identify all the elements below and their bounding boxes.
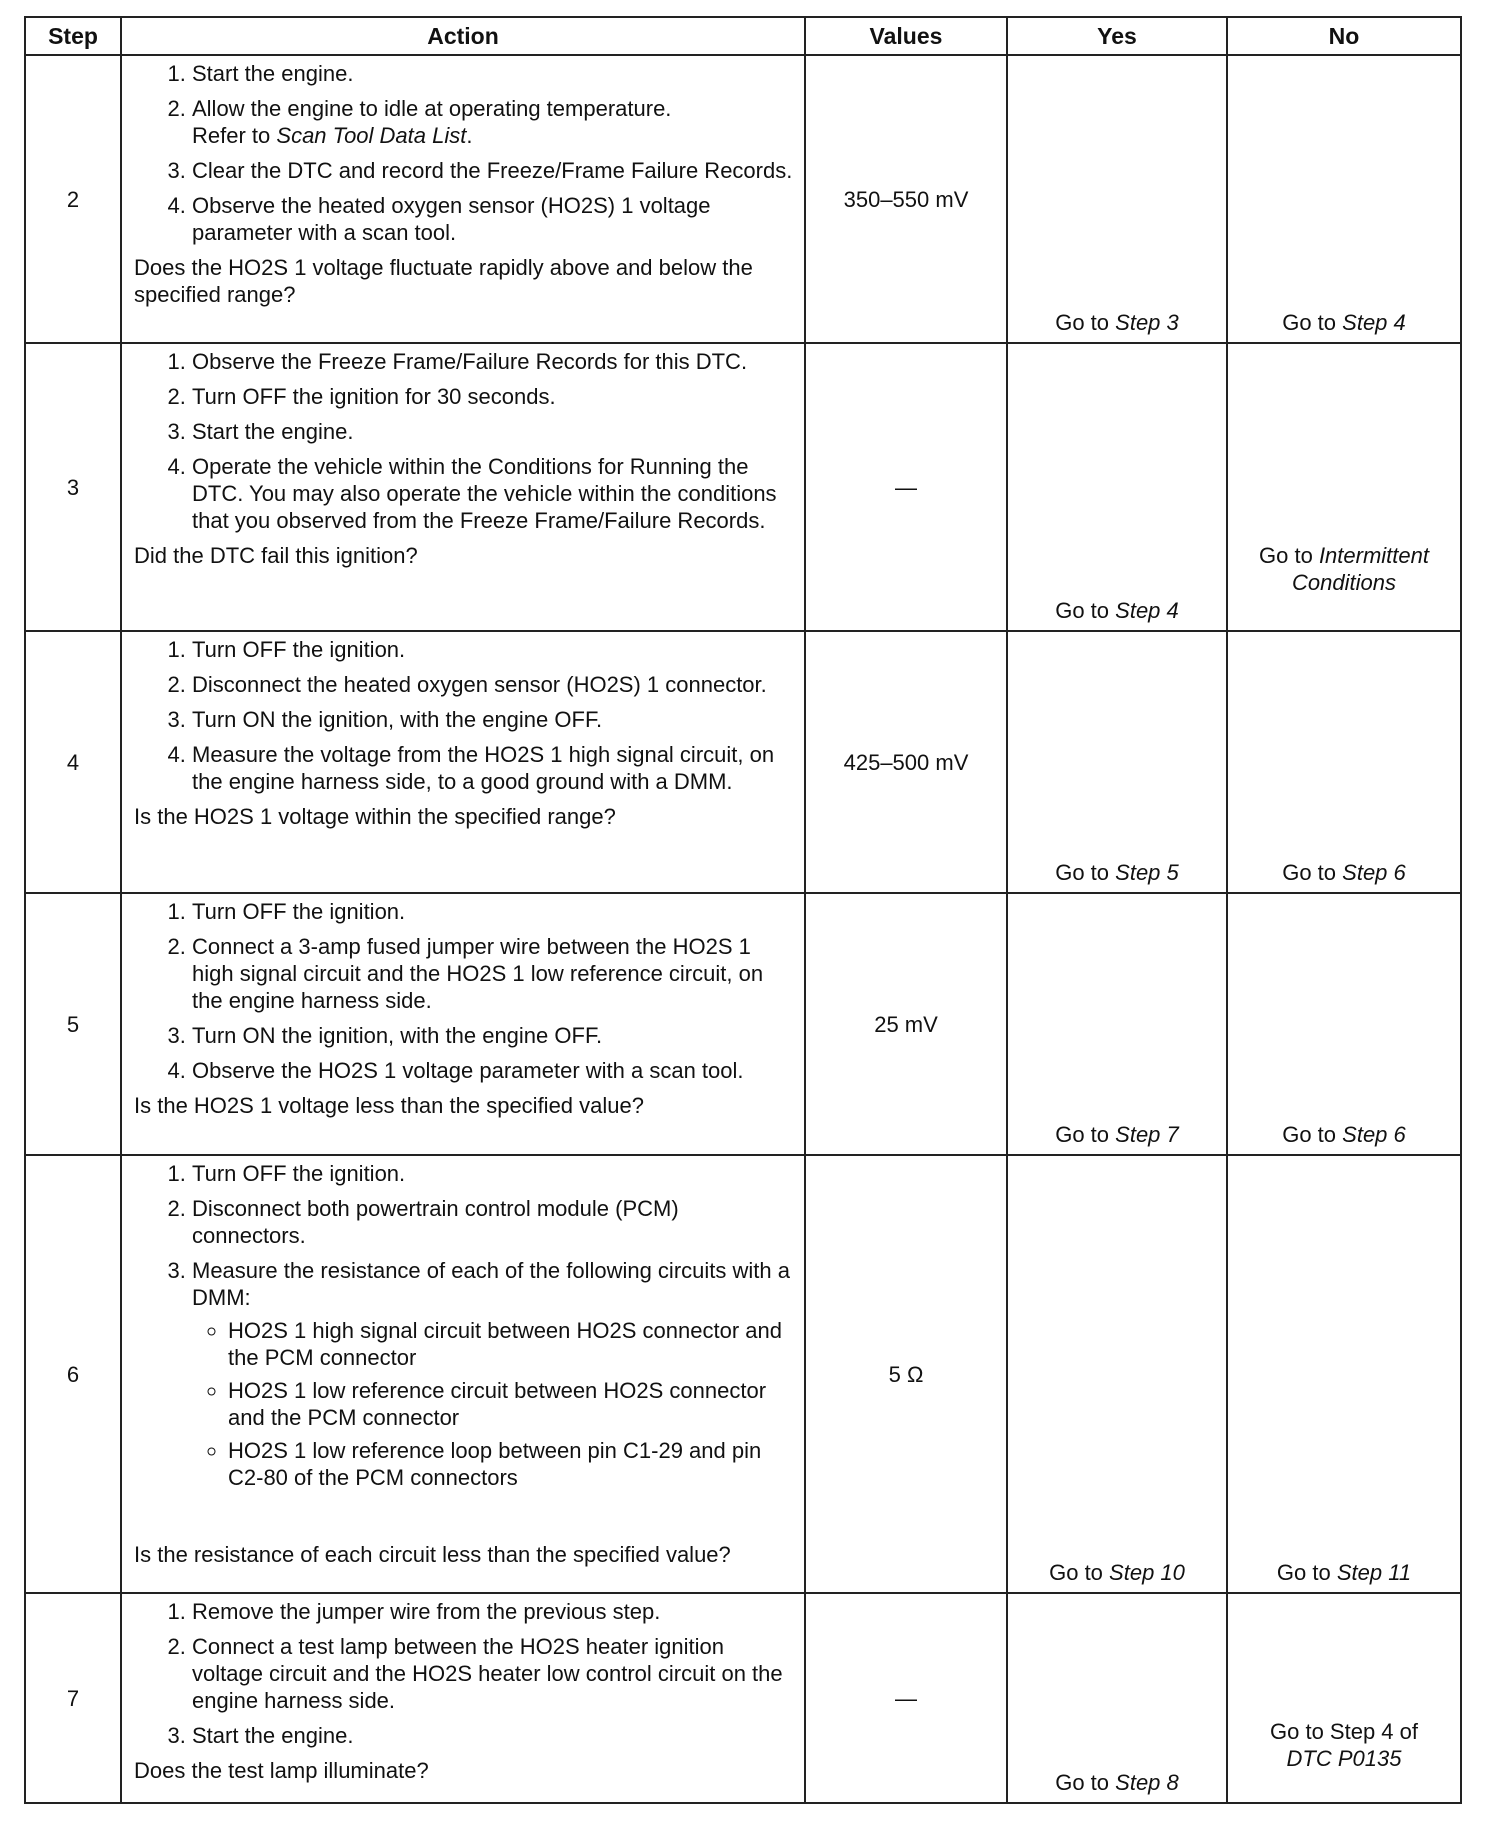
no-step-text: Go to Step 4 of — [1270, 1719, 1418, 1744]
action-list — [134, 636, 796, 795]
value-cell: — — [805, 1593, 1007, 1803]
no-step-link: Step 4 — [1342, 310, 1406, 335]
no-step-link: Step 11 — [1336, 1560, 1412, 1585]
no-cell: Go to Step 4 — [1227, 55, 1461, 343]
step-question: Does the test lamp illuminate? — [134, 1758, 429, 1783]
no-cell: Go to Step 6 — [1227, 631, 1461, 893]
no-step-link: Step 6 — [1342, 860, 1406, 885]
step-number: 4 — [25, 631, 121, 893]
yes-step-link: Step 3 — [1115, 310, 1179, 335]
step-question: Is the HO2S 1 voltage within the specified range? — [134, 804, 616, 829]
value-cell: 350–550 mV — [805, 55, 1007, 343]
header-step: Step — [25, 17, 121, 55]
action-item: 3. Measure the resistance of each of the following circuits with a DMM: ◦ HO2S 1 high signal circuit between HO2S connector and the PCM connector ◦ HO2S 1 low reference circuit between HO2S connector and the PCM connector ◦ HO2S 1 low reference loop between pin C1-29 and pin C2-80 of the PCM connectors — [192, 1257, 796, 1491]
value-cell: 5 Ω — [805, 1155, 1007, 1593]
step-question: Does the HO2S 1 voltage fluctuate rapidly above and below the specified range? — [134, 255, 753, 307]
table-row-step-2 — [25, 55, 1461, 343]
header-row — [25, 17, 1461, 55]
step-number: 3 — [25, 343, 121, 631]
action-cell — [121, 1593, 805, 1803]
header-action: Action — [121, 17, 805, 55]
action-list — [134, 60, 796, 246]
action-item: 1. Observe the Freeze Frame/Failure Records for this DTC. — [192, 348, 796, 375]
yes-cell: Go to Step 3 — [1007, 55, 1227, 343]
no-cell: Go to Step 11 — [1227, 1155, 1461, 1593]
circuit-bullet-list — [192, 1317, 796, 1491]
yes-cell: Go to Step 5 — [1007, 631, 1227, 893]
step-question: Is the resistance of each circuit less than the specified value? — [134, 1542, 731, 1567]
bullet-item: ◦ HO2S 1 low reference circuit between HO2S connector and the PCM connector — [228, 1377, 796, 1431]
action-item: 2. Connect a 3-amp fused jumper wire between the HO2S 1 high signal circuit and the HO2S 1 low reference circuit, on the engine harness side. — [192, 933, 796, 1014]
action-item: 2. Turn OFF the ignition for 30 seconds. — [192, 383, 796, 410]
bullet-item: ◦ HO2S 1 high signal circuit between HO2S connector and the PCM connector — [228, 1317, 796, 1371]
action-item: 3. Turn ON the ignition, with the engine OFF. — [192, 706, 796, 733]
no-step-link: Step 6 — [1342, 1122, 1406, 1147]
action-item: 3. Clear the DTC and record the Freeze/Frame Failure Records. — [192, 157, 796, 184]
action-item: 1. Start the engine. — [192, 60, 796, 87]
header-values: Values — [805, 17, 1007, 55]
step-question: Did the DTC fail this ignition? — [134, 543, 418, 568]
action-item: 3. Start the engine. — [192, 418, 796, 445]
header-yes: Yes — [1007, 17, 1227, 55]
step-number: 6 — [25, 1155, 121, 1593]
table-row-step-3 — [25, 343, 1461, 631]
yes-step-link: Step 8 — [1115, 1770, 1179, 1795]
action-item: 3. Start the engine. — [192, 1722, 796, 1749]
no-cell: Go to Intermittent Conditions — [1227, 343, 1461, 631]
action-item: 2. Disconnect both powertrain control module (PCM) connectors. — [192, 1195, 796, 1249]
scan-tool-data-list-ref: Scan Tool Data List — [276, 123, 467, 148]
table-row-step-6 — [25, 1155, 1461, 1593]
action-list — [134, 348, 796, 534]
action-item: 1. Turn OFF the ignition. — [192, 636, 796, 663]
action-item: 3. Turn ON the ignition, with the engine OFF. — [192, 1022, 796, 1049]
header-no: No — [1227, 17, 1461, 55]
step-number: 7 — [25, 1593, 121, 1803]
action-item: 4. Observe the heated oxygen sensor (HO2S) 1 voltage parameter with a scan tool. — [192, 192, 796, 246]
action-item: 2. Disconnect the heated oxygen sensor (HO2S) 1 connector. — [192, 671, 796, 698]
action-cell — [121, 1155, 805, 1593]
yes-cell: Go to Step 8 — [1007, 1593, 1227, 1803]
yes-step-link: Step 4 — [1115, 598, 1179, 623]
action-item: 2. Connect a test lamp between the HO2S heater ignition voltage circuit and the HO2S heater low control circuit on the engine harness side. — [192, 1633, 796, 1714]
action-list — [134, 1160, 796, 1491]
no-cell — [1227, 1593, 1461, 1803]
action-item: 4. Measure the voltage from the HO2S 1 high signal circuit, on the engine harness side, to a good ground with a DMM. — [192, 741, 796, 795]
step-number: 5 — [25, 893, 121, 1155]
table-row-step-7 — [25, 1593, 1461, 1803]
step-number: 2 — [25, 55, 121, 343]
diagnostic-table-page — [24, 16, 1460, 1804]
yes-step-link: Step 10 — [1109, 1560, 1185, 1585]
table-row-step-4 — [25, 631, 1461, 893]
action-list — [134, 898, 796, 1084]
step-question: Is the HO2S 1 voltage less than the specified value? — [134, 1093, 644, 1118]
action-item: 1. Remove the jumper wire from the previous step. — [192, 1598, 796, 1625]
action-cell — [121, 343, 805, 631]
yes-step-link: Step 5 — [1115, 860, 1179, 885]
table-row-step-5 — [25, 893, 1461, 1155]
action-item: 1. Turn OFF the ignition. — [192, 1160, 796, 1187]
yes-cell: Go to Step 10 — [1007, 1155, 1227, 1593]
no-step-link: DTC P0135 — [1286, 1746, 1402, 1771]
action-item: 2. Allow the engine to idle at operating temperature. Refer to Scan Tool Data List. — [192, 95, 796, 149]
diagnostic-table — [24, 16, 1462, 1804]
value-cell: — — [805, 343, 1007, 631]
action-item: 1. Turn OFF the ignition. — [192, 898, 796, 925]
action-item: 4. Operate the vehicle within the Conditions for Running the DTC. You may also operate the vehicle within the conditions that you observed from the Freeze Frame/Failure Records. — [192, 453, 796, 534]
yes-cell: Go to Step 4 — [1007, 343, 1227, 631]
action-cell — [121, 631, 805, 893]
action-item: 4. Observe the HO2S 1 voltage parameter with a scan tool. — [192, 1057, 796, 1084]
no-step-link: Intermittent Conditions — [1292, 543, 1429, 595]
bullet-item: ◦ HO2S 1 low reference loop between pin C1-29 and pin C2-80 of the PCM connectors — [228, 1437, 796, 1491]
value-cell: 425–500 mV — [805, 631, 1007, 893]
action-cell — [121, 893, 805, 1155]
no-cell: Go to Step 6 — [1227, 893, 1461, 1155]
action-list — [134, 1598, 796, 1749]
action-cell — [121, 55, 805, 343]
yes-cell: Go to Step 7 — [1007, 893, 1227, 1155]
value-cell: 25 mV — [805, 893, 1007, 1155]
yes-step-link: Step 7 — [1115, 1122, 1179, 1147]
